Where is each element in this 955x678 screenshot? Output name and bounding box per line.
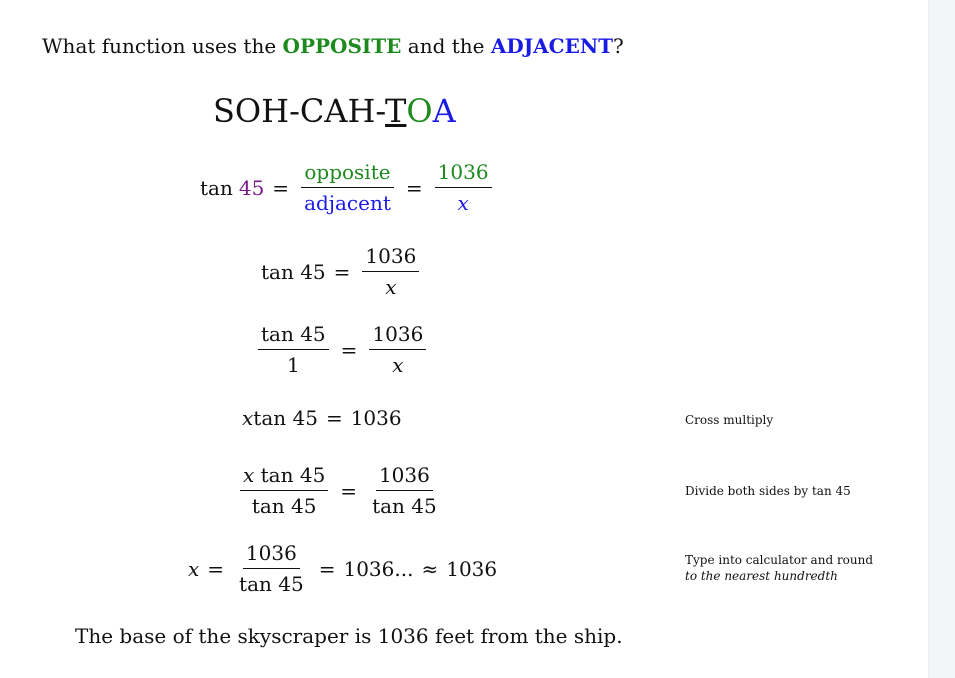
fraction-numerator: tan 45 [258, 319, 329, 350]
equals-sign: = [340, 478, 358, 503]
fraction-numerator [240, 460, 328, 491]
question-prefix: What function uses the [42, 34, 283, 58]
question-suffix: ? [613, 34, 624, 58]
mnemonic-t: T [385, 92, 407, 130]
equals-sign: = [207, 556, 225, 581]
equals-sign: = [333, 259, 351, 284]
equation-1 [200, 157, 496, 218]
equals-sign: = [272, 175, 290, 200]
question-middle: and the [401, 34, 491, 58]
mnemonic-o: O [406, 92, 433, 130]
fraction-denominator: x [392, 353, 404, 377]
equals-sign: = [405, 175, 423, 200]
value-fraction [236, 538, 307, 599]
mnemonic-a: A [432, 92, 456, 130]
right-fraction [369, 319, 426, 380]
equation-5 [236, 460, 444, 521]
value-fraction [362, 241, 419, 302]
note-type-italic: to the nearest hundredth [685, 569, 838, 583]
left-fraction [258, 319, 329, 380]
left-fraction [240, 460, 328, 521]
fraction-numerator: 1036 [435, 157, 492, 188]
equation-3 [254, 319, 430, 380]
fraction-numerator: 1036 [369, 319, 426, 350]
mnemonic-prefix: SOH-CAH- [213, 92, 386, 130]
approx-sign: ≈ [421, 556, 439, 581]
equation-4 [242, 406, 402, 430]
eq4-rhs: 1036 [350, 406, 402, 430]
equals-sign: = [325, 406, 343, 430]
eq1-angle: 45 [238, 175, 265, 200]
equation-6 [188, 538, 497, 599]
value-fraction [435, 157, 492, 218]
note-cross-multiply: Cross multiply [685, 413, 774, 427]
opposite-word: OPPOSITE [282, 34, 402, 58]
note-divide: Divide both sides by tan 45 [685, 484, 851, 498]
equals-sign: = [340, 337, 358, 362]
note-type-calculator [685, 552, 885, 584]
fraction-numerator: 1036 [243, 538, 300, 569]
eq4-var: x [242, 406, 254, 430]
mnemonic [213, 92, 456, 130]
ratio-fraction [301, 157, 394, 218]
eq2-lhs: tan 45 [261, 259, 326, 284]
eq5-var: x [243, 463, 255, 487]
ratio-denominator: adjacent [304, 191, 391, 215]
conclusion-text: The base of the skyscraper is 1036 feet from the ship. [75, 624, 623, 648]
fraction-denominator: tan 45 [372, 494, 437, 518]
eq6-result: 1036... [343, 556, 414, 581]
fraction-denominator: x [385, 275, 397, 299]
eq4-rest: tan 45 [253, 406, 318, 430]
ratio-numerator: opposite [301, 157, 393, 188]
eq1-func: tan [200, 175, 233, 200]
note-type-plain: Type into calculator and round [685, 553, 874, 567]
fraction-numerator: 1036 [376, 460, 433, 491]
eq6-approx: 1036 [446, 556, 498, 581]
question-text [42, 34, 624, 58]
fraction-denominator: x [457, 191, 469, 215]
eq5-num-rest: tan 45 [254, 463, 326, 487]
right-fraction [369, 460, 440, 521]
fraction-denominator: tan 45 [251, 494, 317, 518]
equation-2 [261, 241, 423, 302]
adjacent-word: ADJACENT [490, 34, 614, 58]
eq6-var: x [188, 556, 200, 581]
fraction-denominator: tan 45 [239, 572, 304, 596]
equals-sign: = [318, 556, 336, 581]
scrollbar[interactable] [928, 0, 955, 678]
fraction-numerator: 1036 [362, 241, 419, 272]
fraction-denominator: 1 [286, 353, 300, 377]
